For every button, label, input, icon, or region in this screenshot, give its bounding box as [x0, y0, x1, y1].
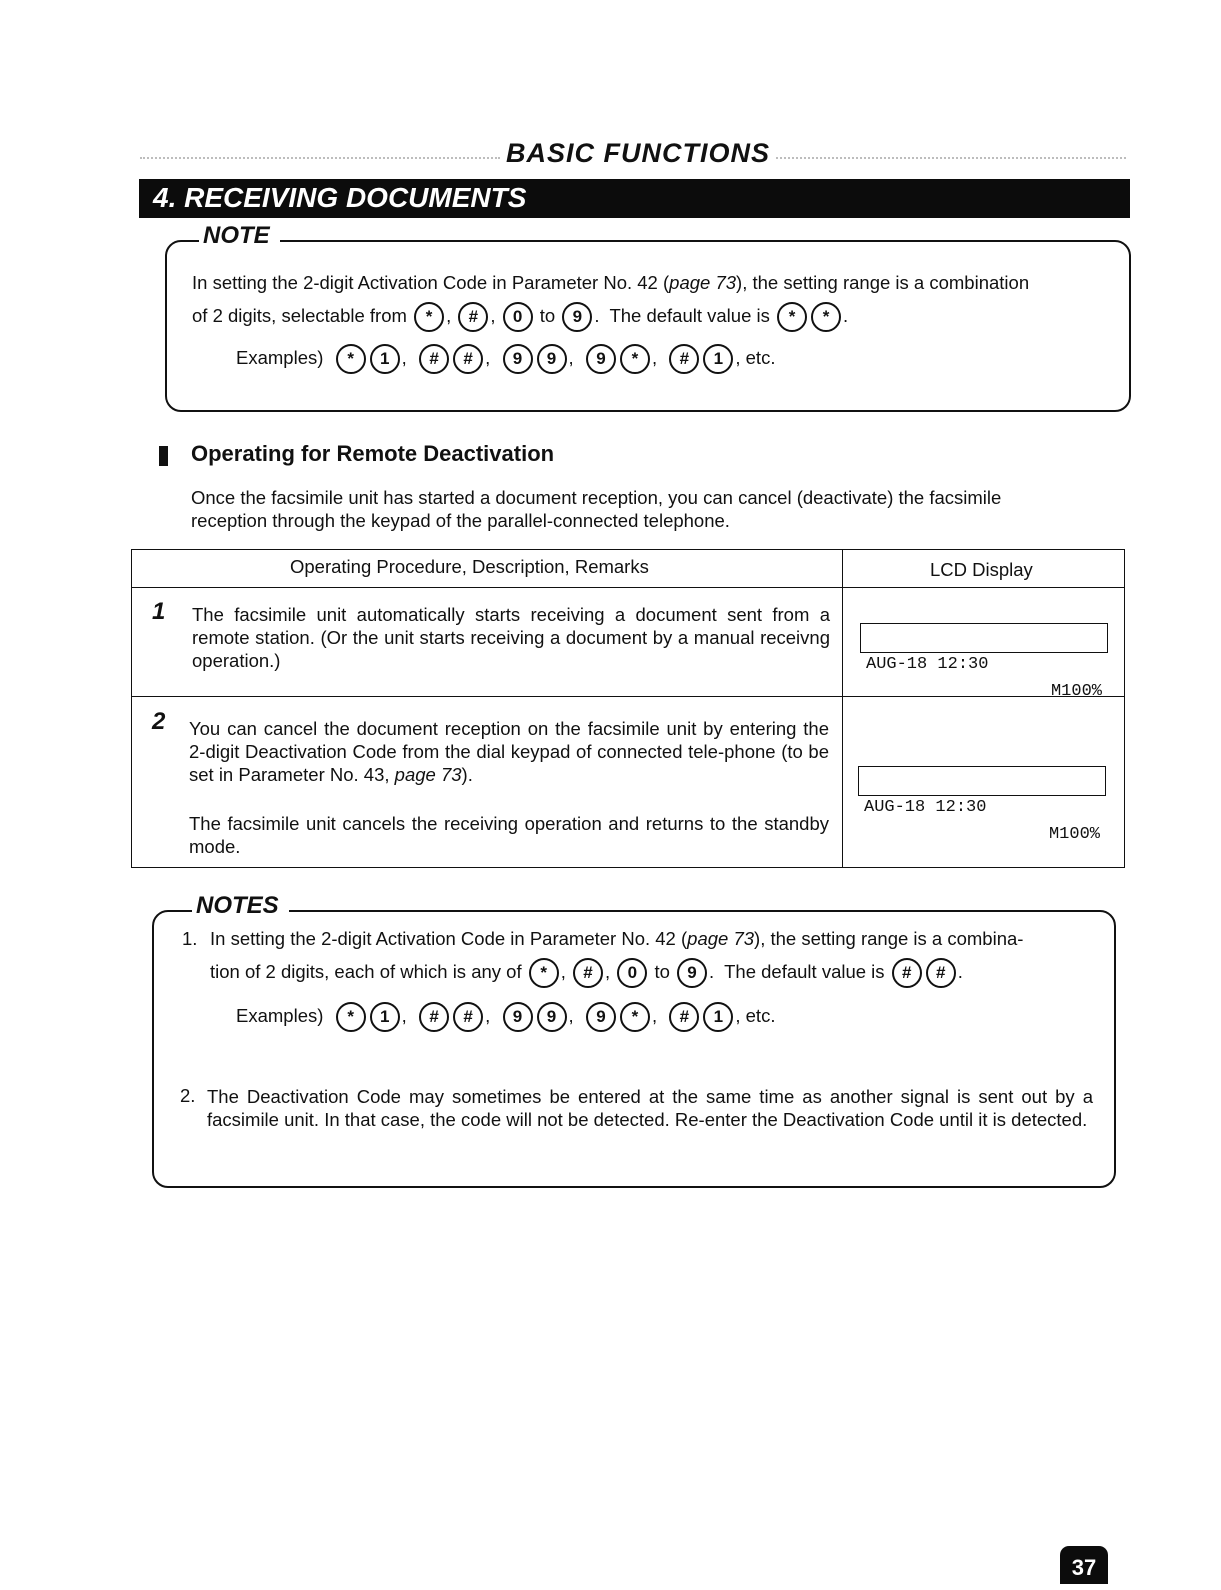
note-line-1-b: ), the setting range is a combination — [736, 272, 1030, 293]
step-2-page-ref: page 73 — [394, 764, 462, 785]
notes-examples: Examples) * 1 , # # , 9 9 , 9 * , # 1 , etc. — [236, 1002, 775, 1032]
note-line-2-default: The default value is — [609, 304, 770, 326]
hash-key-icon: # — [669, 1002, 699, 1032]
lcd-mode: M100% — [1048, 825, 1100, 844]
notes-line-2-a: tion of 2 digits, each of which is any of — [210, 960, 522, 982]
hash-key-icon: # — [419, 344, 449, 374]
note-page-ref: page 73 — [669, 272, 737, 293]
notes-item-2-text: The Deactivation Code may sometimes be entered at the same time as another signal is sent out by a facsimile unit. In that case, the code will not be detected. Re-enter the Deactivation Code until it is detected. — [207, 1086, 1093, 1130]
header-rule-right — [776, 157, 1126, 159]
notes-box — [152, 910, 1116, 1188]
note-line-2: of 2 digits, selectable from * , # , 0 to 9 . The default value is * * . — [192, 302, 848, 332]
star-key-icon: * — [336, 344, 366, 374]
hash-key-icon: # — [892, 958, 922, 988]
page-number: 37 — [1060, 1546, 1108, 1584]
star-key-icon: * — [620, 1002, 650, 1032]
operating-heading: Operating for Remote Deactivation — [191, 441, 555, 466]
table-column-divider — [842, 549, 843, 868]
hash-key-icon: # — [458, 302, 488, 332]
star-key-icon: * — [414, 302, 444, 332]
notes-etc: , etc. — [735, 1004, 776, 1026]
lcd-date-time: AUG-18 12:30 — [864, 798, 987, 817]
notes-item-1-line-1 — [210, 928, 1023, 950]
table-row-divider — [131, 696, 1125, 697]
nine-key-icon: 9 — [503, 1002, 533, 1032]
note-etc: , etc. — [735, 346, 776, 368]
nine-key-icon: 9 — [586, 344, 616, 374]
hash-key-icon: # — [926, 958, 956, 988]
column-header-lcd: LCD Display — [930, 559, 1033, 580]
note-line-1-a: In setting the 2-digit Activation Code in Parameter No. 42 ( — [192, 272, 670, 293]
star-key-icon: * — [777, 302, 807, 332]
hash-key-icon: # — [669, 344, 699, 374]
notes-item-1-line-2: tion of 2 digits, each of which is any of * , # , 0 to 9 . The default value is # # . — [210, 958, 963, 988]
step-2-text-a: You can cancel the document reception on the facsimile unit by entering the 2-digit Deactivation Code from the dial keypad of connected tele-phone (to be set in Parameter No. 43, — [189, 718, 829, 785]
notes-label: NOTES — [192, 892, 289, 920]
hash-key-icon: # — [453, 344, 483, 374]
column-header-procedure: Operating Procedure, Description, Remarks — [290, 556, 649, 577]
notes-item-1-number: 1. — [182, 928, 198, 949]
step-2-lcd-display — [858, 766, 1106, 844]
star-key-icon: * — [336, 1002, 366, 1032]
running-title: BASIC FUNCTIONS — [506, 138, 770, 168]
notes-line-1-a: In setting the 2-digit Activation Code in Parameter No. 42 ( — [210, 928, 688, 949]
step-2-text-b: ). — [461, 764, 473, 785]
zero-key-icon: 0 — [503, 302, 533, 332]
star-key-icon: * — [811, 302, 841, 332]
step-1-number: 1 — [152, 598, 166, 625]
step-2-number: 2 — [152, 708, 166, 735]
operating-intro-2: reception through the keypad of the parallel-connected telephone. — [191, 510, 730, 531]
nine-key-icon: 9 — [537, 344, 567, 374]
note-line-2-a: of 2 digits, selectable from — [192, 304, 407, 326]
zero-key-icon: 0 — [617, 958, 647, 988]
section-bullet-square — [159, 446, 168, 466]
star-key-icon: * — [529, 958, 559, 988]
section-title-bar — [139, 179, 1130, 218]
nine-key-icon: 9 — [503, 344, 533, 374]
note-line-1 — [192, 272, 1029, 294]
note-examples: Examples) * 1 , # # , 9 9 , 9 * , # 1 , etc. — [236, 344, 775, 374]
one-key-icon: 1 — [370, 344, 400, 374]
step-1-text: The facsimile unit automatically starts receiving a document sent from a remote station. (Or the unit starts receiving a document by a manual receivng operation.) — [192, 604, 830, 671]
step-2-text — [189, 717, 829, 786]
step-2-text-c: The facsimile unit cancels the receiving operation and returns to the standby mode. — [189, 813, 829, 857]
header-rule-left — [140, 157, 500, 159]
hash-key-icon: # — [453, 1002, 483, 1032]
notes-examples-label: Examples) — [236, 1004, 324, 1026]
notes-line-2-to: to — [654, 960, 670, 982]
step-1-lcd-display — [860, 623, 1108, 701]
lcd-mode: M100% — [1050, 682, 1102, 701]
lcd-date-time: AUG-18 12:30 — [866, 655, 989, 674]
one-key-icon: 1 — [370, 1002, 400, 1032]
notes-line-1-b: ), the setting range is a combina- — [754, 928, 1024, 949]
star-key-icon: * — [620, 344, 650, 374]
hash-key-icon: # — [419, 1002, 449, 1032]
one-key-icon: 1 — [703, 1002, 733, 1032]
notes-item-2-number: 2. — [180, 1085, 196, 1106]
one-key-icon: 1 — [703, 344, 733, 374]
hash-key-icon: # — [573, 958, 603, 988]
note-line-2-to: to — [539, 304, 556, 326]
nine-key-icon: 9 — [677, 958, 707, 988]
note-examples-label: Examples) — [236, 346, 324, 368]
notes-line-2-default: The default value is — [724, 960, 885, 982]
nine-key-icon: 9 — [586, 1002, 616, 1032]
nine-key-icon: 9 — [537, 1002, 567, 1032]
notes-page-ref: page 73 — [687, 928, 755, 949]
note-label: NOTE — [199, 222, 280, 250]
nine-key-icon: 9 — [562, 302, 592, 332]
table-header-divider — [131, 587, 1125, 588]
section-title: 4. RECEIVING DOCUMENTS — [153, 182, 527, 213]
operating-intro-1: Once the facsimile unit has started a document reception, you can cancel (deactivate) the facsimile — [191, 487, 1002, 508]
